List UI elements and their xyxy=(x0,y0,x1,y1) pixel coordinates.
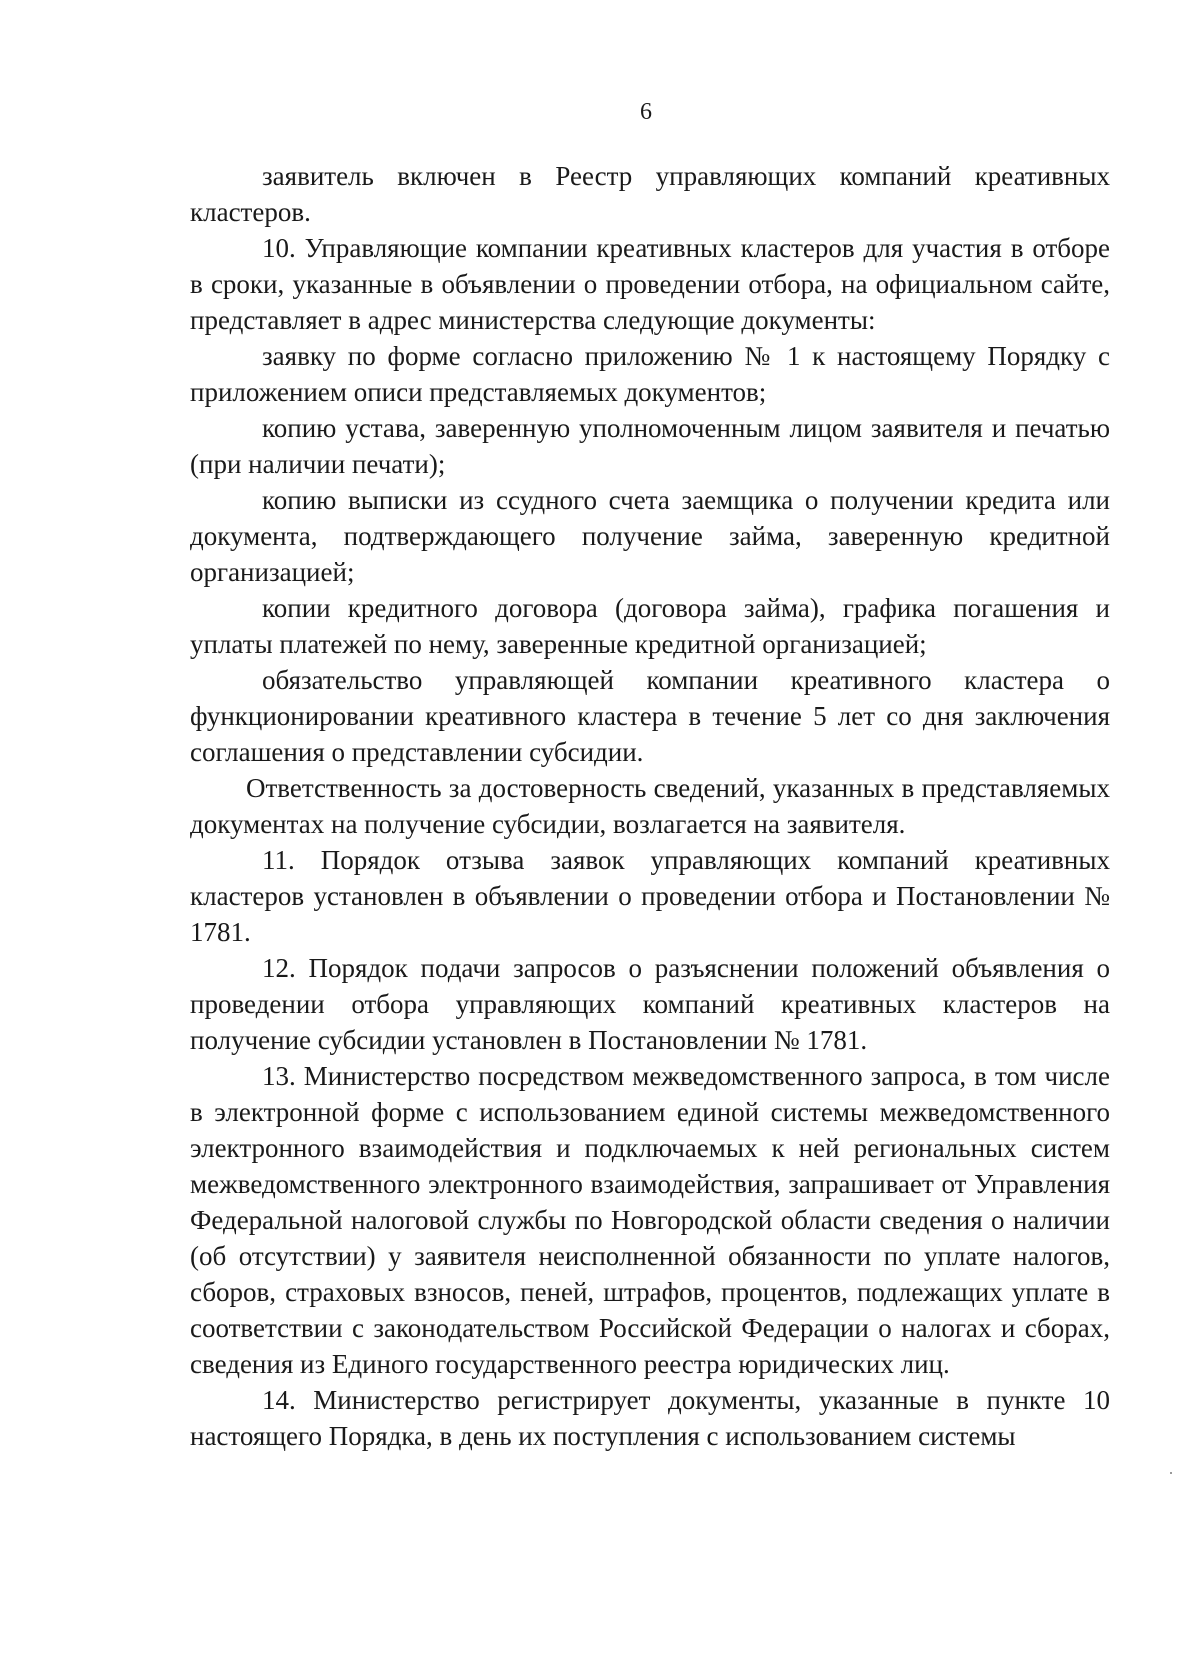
paragraph-item-10: 10. Управляющие компании креативных кластеров для участия в отборе в сроки, указанные в объявлении о проведении отбора, на официальном сайте, представляет в адрес министерства следующие документы: xyxy=(190,233,1110,335)
paragraph-document-loan-statement: копию выписки из ссудного счета заемщика о получении кредита или документа, подтверждающего получение займа, заверенную кредитной организацией; xyxy=(190,485,1110,587)
paragraph-document-obligation: обязательство управляющей компании креативного кластера о функционировании креативного кластера в течение 5 лет со дня заключения соглашения о представлении субсидии. xyxy=(190,665,1110,767)
paragraph-document-credit-agreement: копии кредитного договора (договора займа), графика погашения и уплаты платежей по нему, заверенные кредитной организацией; xyxy=(190,593,1110,659)
paragraph-item-11: 11. Порядок отзыва заявок управляющих компаний креативных кластеров установлен в объявлении о проведении отбора и Постановлении № 1781. xyxy=(190,845,1110,947)
paragraph-item-14: 14. Министерство регистрирует документы, указанные в пункте 10 настоящего Порядка, в день их поступления с использованием системы xyxy=(190,1385,1110,1451)
paragraph-document-application: заявку по форме согласно приложению № 1 к настоящему Порядку с приложением описи представляемых документов; xyxy=(190,341,1110,407)
paragraph-item-13: 13. Министерство посредством межведомственного запроса, в том числе в электронной форме с использованием единой системы межведомственного электронного взаимодействия и подключаемых к ней региональных систем межведомственного электронного взаимодействия, запрашивает от Управления Федеральной налоговой службы по Новгородской области сведения о наличии (об отсутствии) у заявителя неисполненной обязанности по уплате налогов, сборов, страховых взносов, пеней, штрафов, процентов, подлежащих уплате в соответствии с законодательством Российской Федерации о налогах и сборах, сведения из Единого государственного реестра юридических лиц. xyxy=(190,1061,1110,1379)
page-number: 6 xyxy=(640,99,652,125)
scan-speck xyxy=(1170,1472,1172,1474)
paragraph-responsibility: Ответственность за достоверность сведений, указанных в представляемых документах на получение субсидии, возлагается на заявителя. xyxy=(190,773,1110,839)
paragraph-continuation: заявитель включен в Реестр управляющих компаний креативных кластеров. xyxy=(190,161,1110,227)
paragraph-item-12: 12. Порядок подачи запросов о разъяснении положений объявления о проведении отбора управляющих компаний креативных кластеров на получение субсидии установлен в Постановлении № 1781. xyxy=(190,953,1110,1055)
paragraph-document-charter: копию устава, заверенную уполномоченным лицом заявителя и печатью (при наличии печати); xyxy=(190,413,1110,479)
document-body xyxy=(190,158,1110,1454)
